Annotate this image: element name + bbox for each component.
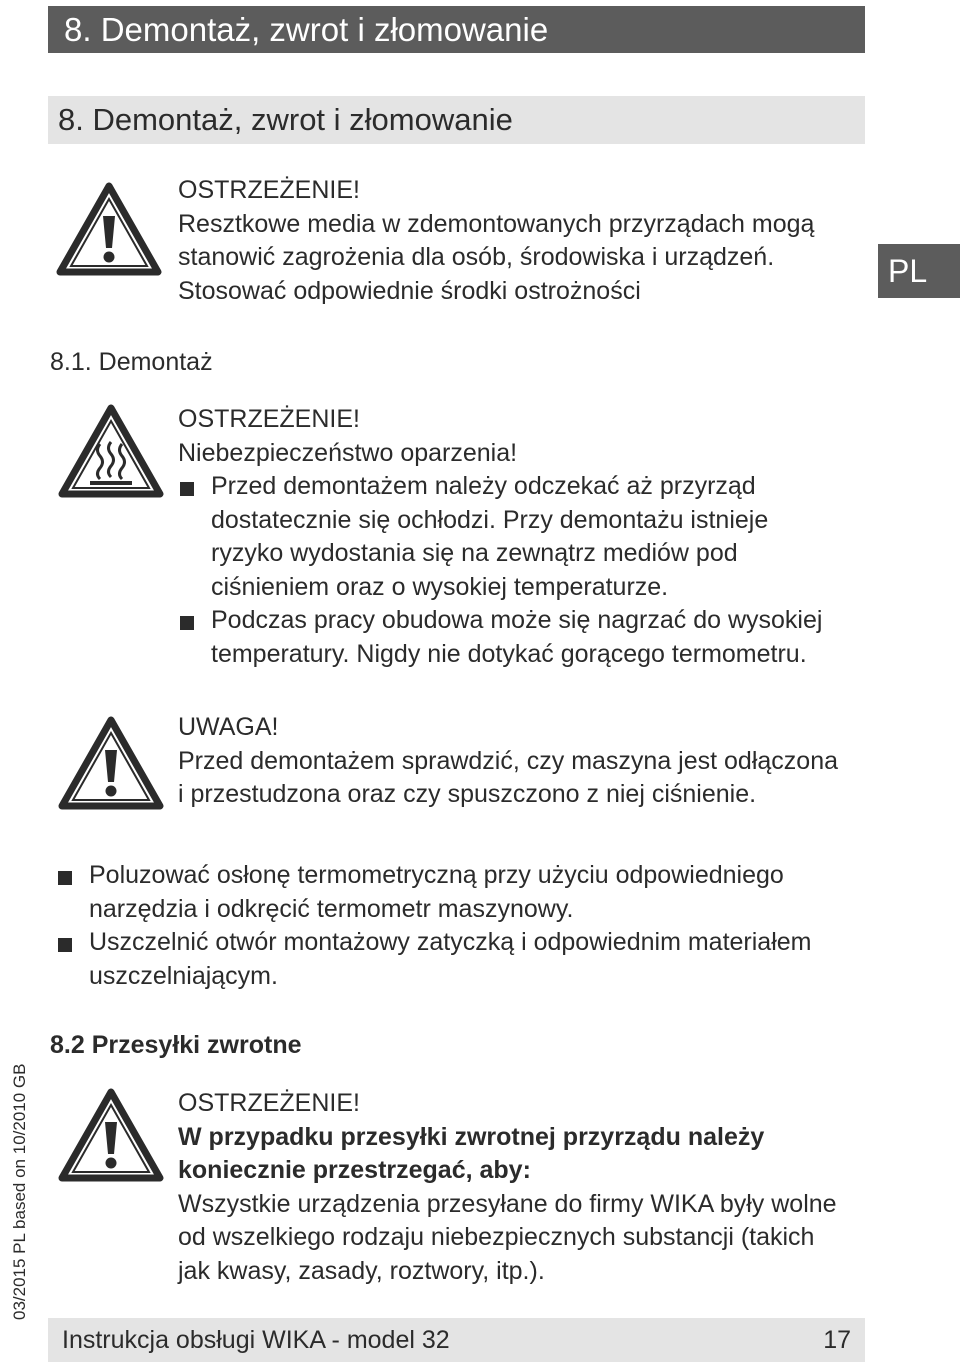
warning-intro: Niebezpieczeństwo oparzenia! [178, 438, 518, 467]
list-item-line: ryzyko wydostania się na zewnątrz mediów pod [211, 539, 738, 567]
caution-text-line: Przed demontażem sprawdzić, czy maszyna jest odłączona [178, 746, 839, 775]
warning-title: OSTRZEŻENIE! [178, 176, 360, 204]
bullet-square-icon [58, 938, 72, 952]
warning-triangle-icon [58, 716, 164, 810]
warning-triangle-icon [58, 1088, 164, 1182]
steps-list [56, 859, 856, 993]
warning-text-line: jak kwasy, zasady, roztwory, itp.). [178, 1256, 545, 1285]
subsection-title-demontaz: 8.1. Demontaż [50, 348, 213, 376]
list-item-line: Poluzować osłonę termometryczną przy użyciu odpowiedniego [89, 861, 784, 889]
page-header-title: 8. Demontaż, zwrot i złomowanie [48, 6, 865, 53]
page-number: 17 [823, 1325, 851, 1354]
warning-bold-line: koniecznie przestrzegać, aby: [178, 1156, 531, 1184]
list-item [178, 604, 878, 671]
list-item-line: dostatecznie się ochłodzi. Przy demontażu istnieje [211, 505, 769, 534]
list-item [178, 470, 878, 604]
bullet-square-icon [180, 482, 194, 496]
footer-manual-title: Instrukcja obsługi WIKA - model 32 [62, 1325, 450, 1354]
list-item-line: Przed demontażem należy odczekać aż przyrząd [211, 472, 756, 500]
list-item-line: Podczas pracy obudowa może się nagrzać do wysokiej [211, 606, 823, 634]
section-title: 8. Demontaż, zwrot i złomowanie [48, 96, 865, 144]
hot-surface-warning-icon [58, 404, 164, 498]
warning-block-burn-hazard [178, 403, 878, 671]
warning-block-returns [178, 1087, 878, 1288]
warning-text-line: od wszelkiego rodzaju niebezpiecznych substancji (takich [178, 1223, 815, 1251]
language-tab: PL [878, 244, 960, 298]
warning-title: OSTRZEŻENIE! [178, 1089, 360, 1117]
bullet-square-icon [58, 871, 72, 885]
warning-text-line: Wszystkie urządzenia przesyłane do firmy WIKA były wolne [178, 1189, 837, 1218]
caution-title: UWAGA! [178, 713, 279, 741]
list-item-line: ciśnieniem oraz o wysokiej temperaturze. [211, 572, 669, 601]
bullet-square-icon [180, 616, 194, 630]
disassembly-steps [56, 859, 856, 993]
caution-block [178, 711, 878, 812]
list-item-line: Uszczelnić otwór montażowy zatyczką i odpowiednim materiałem [89, 928, 812, 956]
document-version-note: 03/2015 PL based on 10/2010 GB [10, 1063, 29, 1320]
list-item-line: narzędzia i odkręcić termometr maszynowy. [89, 894, 574, 923]
warning-bold-line: W przypadku przesyłki zwrotnej przyrządu należy [178, 1122, 765, 1151]
list-item [56, 859, 856, 926]
list-item-line: temperatury. Nigdy nie dotykać gorącego termometru. [211, 639, 807, 668]
subsection-title-returns: 8.2 Przesyłki zwrotne [50, 1031, 302, 1059]
warning-text-line: Resztkowe media w zdemontowanych przyrządach mogą [178, 209, 815, 238]
warning-block-residual-media [178, 174, 878, 308]
caution-text-line: i przestudzona oraz czy spuszczono z niej ciśnienie. [178, 780, 757, 808]
warning-bullet-list [178, 470, 878, 671]
list-item [56, 926, 856, 993]
warning-text-line: stanowić zagrożenia dla osób, środowiska i urządzeń. [178, 243, 775, 271]
list-item-line: uszczelniającym. [89, 961, 278, 990]
page-footer [48, 1318, 865, 1362]
warning-title: OSTRZEŻENIE! [178, 405, 360, 433]
warning-text-line: Stosować odpowiednie środki ostrożności [178, 276, 641, 305]
warning-triangle-icon [56, 182, 162, 276]
